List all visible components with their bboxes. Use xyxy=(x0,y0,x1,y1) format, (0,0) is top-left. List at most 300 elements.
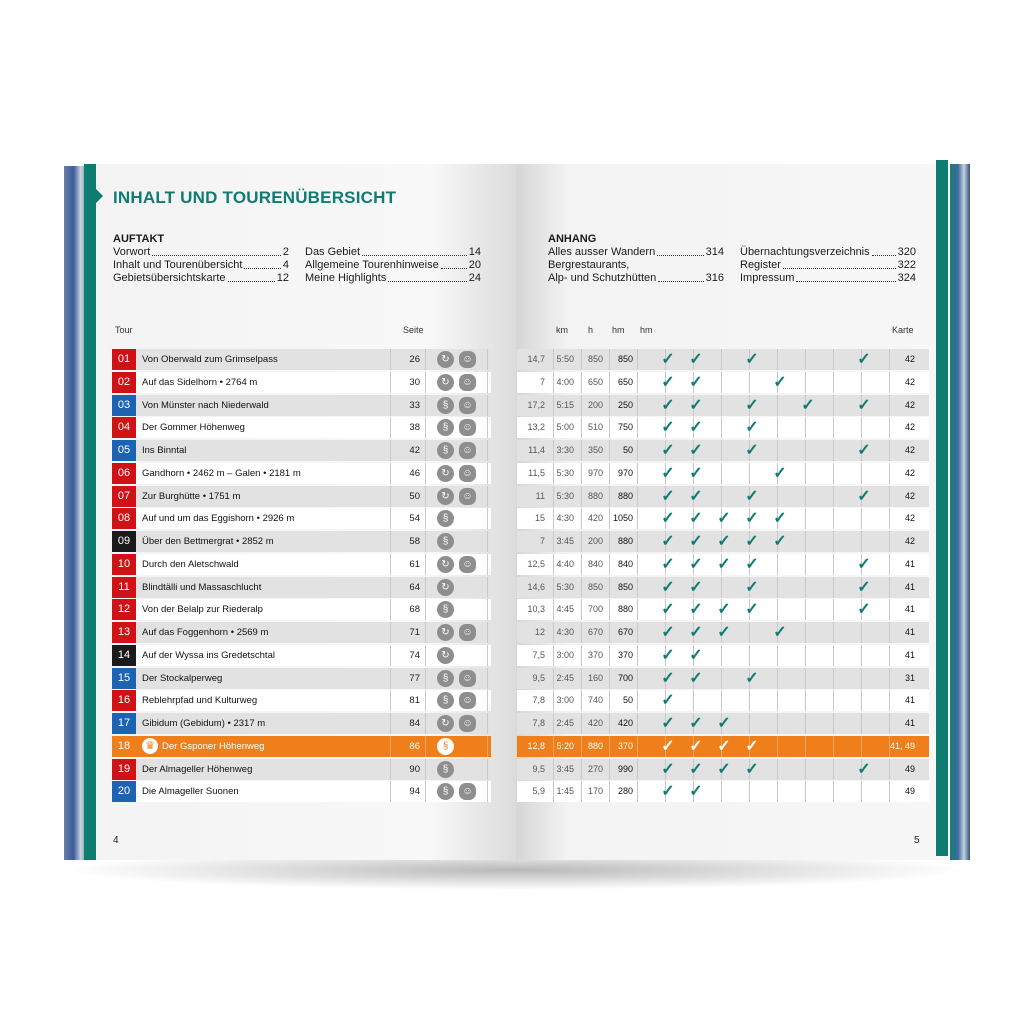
tour-row-right[interactable] xyxy=(517,440,929,461)
tour-duration: 5:15 xyxy=(556,400,574,410)
loop-route-icon: ↻ xyxy=(437,488,454,505)
column-divider xyxy=(889,713,890,734)
column-divider xyxy=(777,781,778,802)
column-divider xyxy=(581,395,582,416)
column-divider xyxy=(487,417,488,438)
check-icon: ✓ xyxy=(857,761,871,778)
tour-row-left[interactable] xyxy=(112,508,491,529)
column-divider xyxy=(749,463,750,484)
column-divider xyxy=(833,690,834,711)
tour-map-ref: 41 xyxy=(904,604,915,614)
tour-descent: 880 xyxy=(617,491,633,501)
check-icon: ✓ xyxy=(661,374,675,391)
tour-row-left[interactable] xyxy=(112,759,491,780)
tour-row-left[interactable] xyxy=(112,622,491,643)
tour-page: 54 xyxy=(409,513,420,524)
check-icon: ✓ xyxy=(801,397,815,414)
tour-map-ref: 42 xyxy=(904,445,915,455)
tour-km: 17,2 xyxy=(527,400,545,410)
check-icon: ✓ xyxy=(689,647,703,664)
column-divider xyxy=(581,372,582,393)
column-divider xyxy=(609,577,610,598)
tour-row-right[interactable] xyxy=(517,713,929,734)
column-divider xyxy=(425,713,426,734)
anhang-label: Alles ausser Wandern xyxy=(548,246,656,258)
tour-descent: 880 xyxy=(617,536,633,546)
tour-ascent: 880 xyxy=(587,741,603,751)
tour-row-right[interactable] xyxy=(517,577,929,598)
tour-number: 08 xyxy=(112,508,136,529)
tour-km: 7 xyxy=(539,377,545,387)
column-divider xyxy=(581,759,582,780)
column-divider xyxy=(889,486,890,507)
toc-entry[interactable] xyxy=(113,272,289,285)
column-divider xyxy=(777,417,778,438)
check-icon: ✓ xyxy=(689,556,703,573)
check-icon: ✓ xyxy=(857,442,871,459)
one-way-route-icon: § xyxy=(437,783,454,800)
tour-ascent: 170 xyxy=(587,786,603,796)
anhang-label: Alp- und Schutzhütten xyxy=(548,272,657,284)
tour-ascent: 700 xyxy=(587,604,603,614)
check-icon: ✓ xyxy=(857,601,871,618)
tour-row-right[interactable] xyxy=(517,759,929,780)
tour-descent: 880 xyxy=(617,604,633,614)
column-divider xyxy=(805,417,806,438)
tour-row-left[interactable] xyxy=(112,668,491,689)
column-divider xyxy=(889,554,890,575)
column-divider xyxy=(553,645,554,666)
tour-row-right[interactable] xyxy=(517,690,929,711)
column-divider xyxy=(777,395,778,416)
column-divider xyxy=(889,463,890,484)
toc-entry[interactable] xyxy=(113,246,289,259)
check-icon: ✓ xyxy=(661,556,675,573)
tour-name: Gibidum (Gebidum) • 2317 m xyxy=(142,718,266,729)
column-divider xyxy=(553,622,554,643)
toc-entry[interactable] xyxy=(740,272,916,285)
tour-map-ref: 41 xyxy=(904,559,915,569)
kids-bear-icon: ☺ xyxy=(459,783,476,800)
column-divider xyxy=(425,622,426,643)
check-icon: ✓ xyxy=(661,601,675,618)
tour-row-left[interactable] xyxy=(112,486,491,507)
tour-map-ref: 42 xyxy=(904,536,915,546)
tour-duration: 1:45 xyxy=(556,786,574,796)
tour-number: 10 xyxy=(112,554,136,575)
tour-descent: 250 xyxy=(617,400,633,410)
check-icon: ✓ xyxy=(745,670,759,687)
tour-row-right[interactable] xyxy=(517,668,929,689)
tour-row-left[interactable] xyxy=(112,577,491,598)
tour-descent: 700 xyxy=(617,673,633,683)
column-divider xyxy=(487,690,488,711)
check-icon: ✓ xyxy=(717,715,731,732)
check-icon: ✓ xyxy=(745,351,759,368)
column-divider xyxy=(833,668,834,689)
tour-row-right[interactable] xyxy=(517,349,929,370)
tour-row-left[interactable] xyxy=(112,690,491,711)
loop-route-icon: ↻ xyxy=(437,647,454,664)
anhang-heading: ANHANG xyxy=(548,233,597,245)
tour-row-right[interactable] xyxy=(517,736,929,757)
tour-row-right[interactable] xyxy=(517,463,929,484)
tour-name: Auf das Foggenhorn • 2569 m xyxy=(142,627,269,638)
check-icon: ✓ xyxy=(689,533,703,550)
column-divider xyxy=(637,508,638,529)
tour-page: 50 xyxy=(409,491,420,502)
tour-row-left[interactable] xyxy=(112,440,491,461)
check-icon: ✓ xyxy=(773,510,787,527)
kids-bear-icon: ☺ xyxy=(459,397,476,414)
check-icon: ✓ xyxy=(689,624,703,641)
tour-number: 12 xyxy=(112,599,136,620)
tour-km: 14,7 xyxy=(527,354,545,364)
tour-number: 15 xyxy=(112,668,136,689)
tour-name: Über den Bettmergrat • 2852 m xyxy=(142,536,274,547)
tour-row-right[interactable] xyxy=(517,508,929,529)
column-divider xyxy=(833,554,834,575)
column-divider xyxy=(805,736,806,757)
column-divider xyxy=(553,781,554,802)
column-divider xyxy=(861,668,862,689)
tour-row-left[interactable] xyxy=(112,736,491,757)
header-km: km xyxy=(556,325,568,335)
column-divider xyxy=(553,736,554,757)
check-icon: ✓ xyxy=(773,624,787,641)
column-divider xyxy=(637,668,638,689)
toc-entry[interactable] xyxy=(548,259,724,272)
check-icon: ✓ xyxy=(857,351,871,368)
column-divider xyxy=(390,531,391,552)
header-h: h xyxy=(588,325,594,335)
column-divider xyxy=(861,781,862,802)
tour-name: Durch den Aletschwald xyxy=(142,559,239,570)
check-icon: ✓ xyxy=(661,624,675,641)
auftakt-page: 2 xyxy=(282,246,289,258)
check-icon: ✓ xyxy=(689,761,703,778)
column-divider xyxy=(637,417,638,438)
check-icon: ✓ xyxy=(689,419,703,436)
tour-km: 7,8 xyxy=(532,718,545,728)
tour-page: 46 xyxy=(409,468,420,479)
tour-descent: 840 xyxy=(617,559,633,569)
tour-number: 04 xyxy=(112,417,136,438)
anhang-label: Übernachtungsverzeichnis xyxy=(740,246,870,258)
tour-number: 16 xyxy=(112,690,136,711)
tour-descent: 670 xyxy=(617,627,633,637)
column-divider xyxy=(721,417,722,438)
tour-name: Zur Burghütte • 1751 m xyxy=(142,491,241,502)
check-icon: ✓ xyxy=(745,761,759,778)
column-divider xyxy=(777,440,778,461)
tour-row-left[interactable] xyxy=(112,349,491,370)
check-icon: ✓ xyxy=(661,647,675,664)
column-divider xyxy=(861,463,862,484)
column-divider xyxy=(581,417,582,438)
column-divider xyxy=(553,759,554,780)
tour-ascent: 160 xyxy=(587,673,603,683)
column-divider xyxy=(487,668,488,689)
column-divider xyxy=(637,690,638,711)
check-icon: ✓ xyxy=(661,715,675,732)
column-divider xyxy=(390,577,391,598)
anhang-toc-col1 xyxy=(548,246,724,285)
column-divider xyxy=(805,440,806,461)
column-divider xyxy=(390,372,391,393)
toc-entry[interactable] xyxy=(305,272,481,285)
kids-bear-icon: ☺ xyxy=(459,442,476,459)
check-icon: ✓ xyxy=(689,670,703,687)
column-divider xyxy=(749,713,750,734)
column-divider xyxy=(609,622,610,643)
column-divider xyxy=(581,736,582,757)
column-divider xyxy=(553,531,554,552)
tour-name: Von Oberwald zum Grimselpass xyxy=(142,354,278,365)
tour-row-right[interactable] xyxy=(517,554,929,575)
column-divider xyxy=(390,463,391,484)
column-divider xyxy=(581,713,582,734)
check-icon: ✓ xyxy=(717,761,731,778)
tour-ascent: 270 xyxy=(587,764,603,774)
loop-route-icon: ↻ xyxy=(437,465,454,482)
tour-name: Die Almageller Suonen xyxy=(142,786,239,797)
auftakt-label: Meine Highlights xyxy=(305,272,387,284)
tour-row-left[interactable] xyxy=(112,713,491,734)
column-divider xyxy=(425,531,426,552)
tour-map-ref: 41 xyxy=(904,627,915,637)
column-divider xyxy=(889,759,890,780)
column-divider xyxy=(390,417,391,438)
toc-entry[interactable] xyxy=(740,246,916,259)
tour-row-left[interactable] xyxy=(112,372,491,393)
column-divider xyxy=(553,486,554,507)
column-divider xyxy=(637,440,638,461)
tour-duration: 5:20 xyxy=(556,741,574,751)
column-divider xyxy=(553,554,554,575)
column-divider xyxy=(693,690,694,711)
column-divider xyxy=(637,372,638,393)
column-divider xyxy=(487,395,488,416)
column-divider xyxy=(833,417,834,438)
column-divider xyxy=(553,577,554,598)
tour-duration: 4:30 xyxy=(556,513,574,523)
column-divider xyxy=(889,417,890,438)
auftakt-toc-col1 xyxy=(113,246,289,285)
tour-row-left[interactable] xyxy=(112,417,491,438)
tour-map-ref: 41 xyxy=(904,582,915,592)
column-divider xyxy=(833,736,834,757)
column-divider xyxy=(553,713,554,734)
check-icon: ✓ xyxy=(661,488,675,505)
column-divider xyxy=(581,645,582,666)
column-divider xyxy=(390,599,391,620)
tour-number: 02 xyxy=(112,372,136,393)
column-divider xyxy=(581,599,582,620)
tour-page: 90 xyxy=(409,764,420,775)
column-divider xyxy=(609,531,610,552)
tour-km: 7,5 xyxy=(532,650,545,660)
column-divider xyxy=(609,554,610,575)
check-icon: ✓ xyxy=(745,442,759,459)
header-hm-up: hm xyxy=(612,325,625,335)
tour-km: 12,5 xyxy=(527,559,545,569)
tour-name: Reblehrpfad und Kulturweg xyxy=(142,695,258,706)
column-divider xyxy=(833,577,834,598)
anhang-label: Impressum xyxy=(740,272,795,284)
tour-name: Blindtälli und Massaschlucht xyxy=(142,582,262,593)
column-divider xyxy=(805,508,806,529)
tour-duration: 3:30 xyxy=(556,445,574,455)
column-divider xyxy=(487,781,488,802)
auftakt-page: 12 xyxy=(276,272,289,284)
check-icon: ✓ xyxy=(661,351,675,368)
tour-name: Der Gsponer Höhenweg xyxy=(162,741,265,752)
kids-bear-icon: ☺ xyxy=(459,374,476,391)
check-icon: ✓ xyxy=(745,738,759,755)
column-divider xyxy=(805,668,806,689)
tour-number: 17 xyxy=(112,713,136,734)
tour-km: 9,5 xyxy=(532,673,545,683)
tour-duration: 4:00 xyxy=(556,377,574,387)
tour-map-ref: 42 xyxy=(904,354,915,364)
tour-row-left[interactable] xyxy=(112,781,491,802)
column-divider xyxy=(581,463,582,484)
tour-row-right[interactable] xyxy=(517,531,929,552)
check-icon: ✓ xyxy=(661,419,675,436)
column-divider xyxy=(777,486,778,507)
tour-descent: 50 xyxy=(622,445,633,455)
tour-ascent: 740 xyxy=(587,695,603,705)
tour-km: 7,8 xyxy=(532,695,545,705)
column-divider xyxy=(889,508,890,529)
column-divider xyxy=(425,736,426,757)
tour-number: 07 xyxy=(112,486,136,507)
toc-entry[interactable] xyxy=(548,272,724,285)
column-divider xyxy=(425,508,426,529)
check-icon: ✓ xyxy=(773,533,787,550)
tour-page: 61 xyxy=(409,559,420,570)
check-icon: ✓ xyxy=(661,692,675,709)
column-divider xyxy=(487,372,488,393)
column-divider xyxy=(889,690,890,711)
tour-km: 13,2 xyxy=(527,422,545,432)
tour-row-left[interactable] xyxy=(112,599,491,620)
tour-km: 15 xyxy=(534,513,545,523)
anhang-page: 316 xyxy=(705,272,724,284)
toc-entry[interactable] xyxy=(740,259,916,272)
tour-km: 11 xyxy=(535,491,545,501)
auftakt-page: 4 xyxy=(282,259,289,271)
header-karte: Karte xyxy=(892,325,914,335)
column-divider xyxy=(749,372,750,393)
column-divider xyxy=(637,599,638,620)
column-divider xyxy=(553,372,554,393)
tour-number: 06 xyxy=(112,463,136,484)
column-divider xyxy=(609,372,610,393)
check-icon: ✓ xyxy=(773,374,787,391)
tour-row-right[interactable] xyxy=(517,372,929,393)
auftakt-page: 20 xyxy=(468,259,481,271)
column-divider xyxy=(721,668,722,689)
tour-page: 74 xyxy=(409,650,420,661)
tour-name: Auf der Wyssa ins Gredetschtal xyxy=(142,650,275,661)
tour-km: 12,8 xyxy=(527,741,545,751)
tour-ascent: 850 xyxy=(587,354,603,364)
column-divider xyxy=(833,508,834,529)
column-divider xyxy=(581,668,582,689)
column-divider xyxy=(487,736,488,757)
column-divider xyxy=(777,645,778,666)
tour-number: 11 xyxy=(112,577,136,598)
toc-leader-dots xyxy=(362,246,467,256)
tour-row-left[interactable] xyxy=(112,645,491,666)
tour-row-right[interactable] xyxy=(517,622,929,643)
toc-entry[interactable] xyxy=(548,246,724,259)
column-divider xyxy=(805,577,806,598)
tour-row-left[interactable] xyxy=(112,463,491,484)
tour-map-ref: 49 xyxy=(904,786,915,796)
check-icon: ✓ xyxy=(661,738,675,755)
column-divider xyxy=(553,508,554,529)
toc-entry[interactable] xyxy=(113,259,289,272)
column-divider xyxy=(833,759,834,780)
column-divider xyxy=(833,440,834,461)
loop-route-icon: ↻ xyxy=(437,351,454,368)
tour-km: 9,5 xyxy=(532,764,545,774)
toc-entry[interactable] xyxy=(305,246,481,259)
tour-map-ref: 49 xyxy=(904,764,915,774)
column-divider xyxy=(889,668,890,689)
column-divider xyxy=(833,486,834,507)
column-divider xyxy=(390,781,391,802)
check-icon: ✓ xyxy=(745,419,759,436)
tour-row-right[interactable] xyxy=(517,486,929,507)
tour-number: 14 xyxy=(112,645,136,666)
tour-row-left[interactable] xyxy=(112,531,491,552)
tour-row-right[interactable] xyxy=(517,645,929,666)
tour-row-left[interactable] xyxy=(112,395,491,416)
tour-map-ref: 42 xyxy=(904,377,915,387)
tour-row-right[interactable] xyxy=(517,395,929,416)
column-divider xyxy=(889,531,890,552)
toc-leader-dots xyxy=(152,246,281,256)
column-divider xyxy=(609,759,610,780)
tour-row-left[interactable] xyxy=(112,554,491,575)
check-icon: ✓ xyxy=(857,556,871,573)
tour-row-right[interactable] xyxy=(517,417,929,438)
column-divider xyxy=(833,713,834,734)
column-divider xyxy=(390,395,391,416)
kids-bear-icon: ☺ xyxy=(459,419,476,436)
tour-duration: 4:45 xyxy=(556,604,574,614)
auftakt-heading: AUFTAKT xyxy=(113,233,165,245)
tour-row-right[interactable] xyxy=(517,599,929,620)
tour-page: 30 xyxy=(409,377,420,388)
check-icon: ✓ xyxy=(773,465,787,482)
tour-ascent: 840 xyxy=(587,559,603,569)
tour-row-right[interactable] xyxy=(517,781,929,802)
teal-margin-bar-left xyxy=(84,164,96,860)
check-icon: ✓ xyxy=(689,397,703,414)
tour-number: 18 xyxy=(112,736,136,757)
toc-entry[interactable] xyxy=(305,259,481,272)
one-way-route-icon: § xyxy=(437,738,454,755)
column-divider xyxy=(487,554,488,575)
column-divider xyxy=(390,759,391,780)
column-divider xyxy=(487,713,488,734)
column-divider xyxy=(425,690,426,711)
